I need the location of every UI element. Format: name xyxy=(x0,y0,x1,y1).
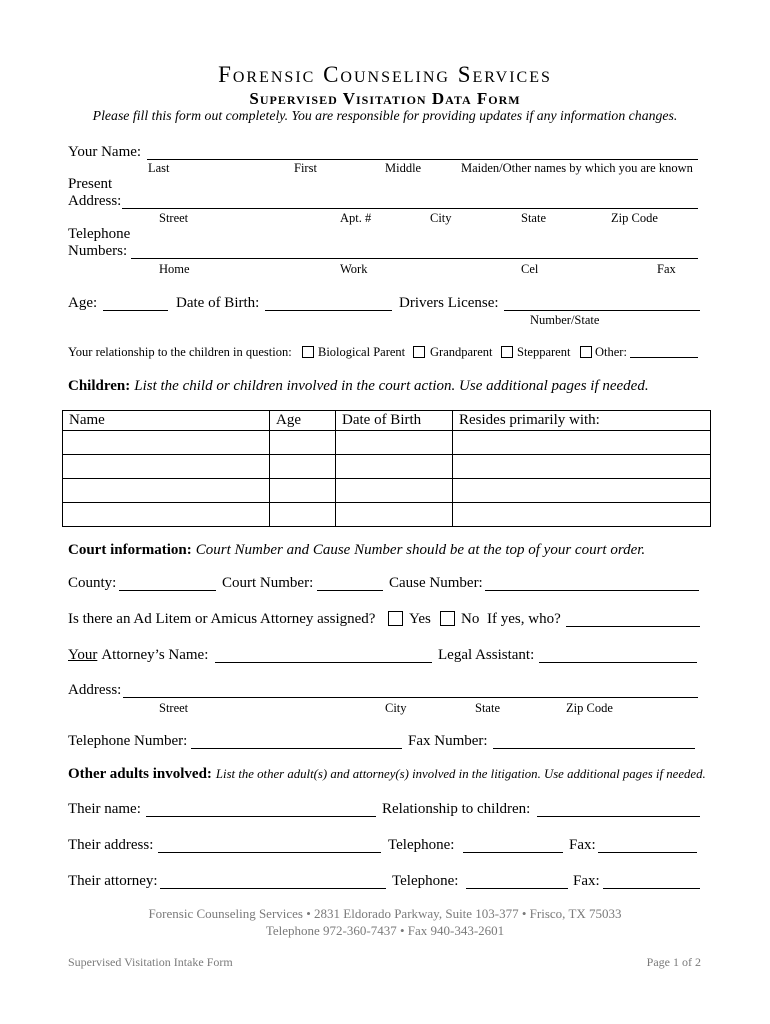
child-name-cell[interactable] xyxy=(63,431,270,455)
biological-parent-checkbox[interactable] xyxy=(302,346,314,358)
other-adults-heading: Other adults involved: xyxy=(68,766,212,782)
drivers-license-label: Drivers License: xyxy=(399,295,499,311)
their-attorney-field[interactable] xyxy=(160,888,386,889)
court-heading-row xyxy=(68,543,645,558)
court-number-label: Court Number: xyxy=(222,575,314,591)
attorney-name-field[interactable] xyxy=(215,662,432,663)
name-sublabel-last: Last xyxy=(148,161,170,175)
phone-sublabel-cel: Cel xyxy=(521,262,539,276)
form-title: Supervised Visitation Data Form xyxy=(249,89,521,108)
age-label: Age: xyxy=(68,295,98,311)
other-relationship-checkbox[interactable] xyxy=(580,346,592,358)
attorney-address-sublabel-state: State xyxy=(475,701,500,715)
table-row xyxy=(63,431,711,455)
child-name-cell[interactable] xyxy=(63,455,270,479)
their-telephone-label: Telephone: xyxy=(388,837,455,853)
their-name-label: Their name: xyxy=(68,801,141,817)
telephone-numbers-label-line1: Telephone xyxy=(68,226,131,242)
their-attorney-fax-field[interactable] xyxy=(603,888,700,889)
name-sublabel-first: First xyxy=(294,161,317,175)
biological-parent-label: Biological Parent xyxy=(318,345,406,359)
their-telephone-field[interactable] xyxy=(463,852,563,853)
legal-assistant-field[interactable] xyxy=(539,662,697,663)
present-address-field[interactable] xyxy=(122,208,698,209)
child-age-cell[interactable] xyxy=(270,479,336,503)
present-address-label-line2: Address: xyxy=(68,193,122,209)
attorney-fax-label: Fax Number: xyxy=(408,733,488,749)
ad-litem-who-field[interactable] xyxy=(566,626,700,627)
other-adults-instructions: List the other adult(s) and attorney(s) involved in the litigation. Use additional pages if needed. xyxy=(215,767,706,781)
phone-sublabel-fax: Fax xyxy=(657,262,676,276)
legal-assistant-label: Legal Assistant: xyxy=(438,647,535,663)
their-name-field[interactable] xyxy=(146,816,376,817)
attorney-name-label xyxy=(68,648,208,663)
grandparent-checkbox[interactable] xyxy=(413,346,425,358)
footer-form-name: Supervised Visitation Intake Form xyxy=(68,955,233,969)
ad-litem-yes-checkbox[interactable] xyxy=(388,611,403,626)
court-instructions: Court Number and Cause Number should be at the top of your court order. xyxy=(195,542,646,558)
child-dob-cell[interactable] xyxy=(336,455,453,479)
column-header-name: Name xyxy=(63,411,270,431)
drivers-license-field[interactable] xyxy=(504,310,700,311)
their-fax-label: Fax: xyxy=(569,837,596,853)
child-name-cell[interactable] xyxy=(63,479,270,503)
table-row xyxy=(63,455,711,479)
name-sublabel-middle: Middle xyxy=(385,161,422,175)
name-sublabel-maiden: Maiden/Other names by which you are known xyxy=(461,161,693,175)
child-dob-cell[interactable] xyxy=(336,431,453,455)
your-name-field[interactable] xyxy=(147,159,698,160)
relationship-to-children-field[interactable] xyxy=(537,816,700,817)
present-address-label-line1: Present xyxy=(68,176,113,192)
ad-litem-yes-label: Yes xyxy=(409,611,431,627)
court-heading: Court information: xyxy=(68,542,192,558)
relationship-to-children-label: Relationship to children: xyxy=(382,801,531,817)
address-sublabel-city: City xyxy=(430,211,452,225)
column-header-date-of-birth: Date of Birth xyxy=(336,411,453,431)
child-dob-cell[interactable] xyxy=(336,479,453,503)
date-of-birth-field[interactable] xyxy=(265,310,392,311)
footer-address: Forensic Counseling Services • 2831 Eldorado Parkway, Suite 103-377 • Frisco, TX 75033 xyxy=(148,906,622,921)
child-resides-with-cell[interactable] xyxy=(453,503,711,527)
children-heading-row xyxy=(68,379,649,394)
column-header-resides-with: Resides primarily with: xyxy=(453,411,711,431)
ad-litem-question: Is there an Ad Litem or Amicus Attorney assigned? xyxy=(68,611,376,627)
ad-litem-no-label: No xyxy=(461,611,480,627)
children-heading: Children: xyxy=(68,378,131,394)
other-relationship-field[interactable] xyxy=(630,357,698,358)
attorney-telephone-field[interactable] xyxy=(191,748,402,749)
child-name-cell[interactable] xyxy=(63,503,270,527)
stepparent-label: Stepparent xyxy=(517,345,571,359)
their-attorney-telephone-label: Telephone: xyxy=(392,873,459,889)
attorney-telephone-label: Telephone Number: xyxy=(68,733,188,749)
telephone-numbers-field[interactable] xyxy=(131,258,698,259)
their-address-field[interactable] xyxy=(158,852,381,853)
their-attorney-label: Their attorney: xyxy=(68,873,158,889)
attorney-address-sublabel-zip: Zip Code xyxy=(566,701,613,715)
county-field[interactable] xyxy=(119,590,216,591)
children-table xyxy=(62,410,711,527)
attorney-address-label: Address: xyxy=(68,682,122,698)
attorney-name-label-rest: Attorney’s Name: xyxy=(101,647,209,663)
child-resides-with-cell[interactable] xyxy=(453,455,711,479)
grandparent-label: Grandparent xyxy=(430,345,493,359)
page-number: Page 1 of 2 xyxy=(646,955,701,969)
organization-title: Forensic Counseling Services xyxy=(218,62,552,87)
attorney-address-field[interactable] xyxy=(123,697,698,698)
children-table-header xyxy=(63,411,711,431)
their-attorney-fax-label: Fax: xyxy=(573,873,600,889)
child-resides-with-cell[interactable] xyxy=(453,479,711,503)
relationship-label: Your relationship to the children in question: xyxy=(68,345,292,359)
your-name-label: Your Name: xyxy=(68,144,142,160)
table-row xyxy=(63,503,711,527)
address-sublabel-street: Street xyxy=(159,211,189,225)
children-instructions: List the child or children involved in the court action. Use additional pages if needed. xyxy=(134,378,649,394)
telephone-numbers-label-line2: Numbers: xyxy=(68,243,128,259)
their-attorney-telephone-field[interactable] xyxy=(466,888,568,889)
address-sublabel-zip: Zip Code xyxy=(611,211,658,225)
date-of-birth-label: Date of Birth: xyxy=(176,295,260,311)
age-field[interactable] xyxy=(103,310,168,311)
footer-contact: Telephone 972-360-7437 • Fax 940-343-2601 xyxy=(265,923,505,938)
child-age-cell[interactable] xyxy=(270,431,336,455)
stepparent-checkbox[interactable] xyxy=(501,346,513,358)
their-address-label: Their address: xyxy=(68,837,154,853)
other-relationship-label: Other: xyxy=(595,345,627,359)
address-sublabel-apt: Apt. # xyxy=(340,211,372,225)
their-fax-field[interactable] xyxy=(598,852,697,853)
attorney-address-sublabel-street: Street xyxy=(159,701,189,715)
cause-number-field[interactable] xyxy=(485,590,699,591)
county-label: County: xyxy=(68,575,117,591)
table-row xyxy=(63,479,711,503)
other-adults-heading-row xyxy=(68,767,706,782)
phone-sublabel-home: Home xyxy=(159,262,190,276)
form-instructions: Please fill this form out completely. You are responsible for providing updates if any information changes. xyxy=(92,108,678,123)
attorney-fax-field[interactable] xyxy=(493,748,695,749)
child-resides-with-cell[interactable] xyxy=(453,431,711,455)
attorney-name-label-your: Your xyxy=(68,647,98,663)
ad-litem-no-checkbox[interactable] xyxy=(440,611,455,626)
court-number-field[interactable] xyxy=(317,590,383,591)
phone-sublabel-work: Work xyxy=(340,262,368,276)
child-age-cell[interactable] xyxy=(270,455,336,479)
address-sublabel-state: State xyxy=(521,211,546,225)
column-header-age: Age xyxy=(270,411,336,431)
cause-number-label: Cause Number: xyxy=(389,575,483,591)
if-yes-who-label: If yes, who? xyxy=(487,611,561,627)
attorney-address-sublabel-city: City xyxy=(385,701,407,715)
drivers-license-sublabel: Number/State xyxy=(530,313,600,327)
child-dob-cell[interactable] xyxy=(336,503,453,527)
child-age-cell[interactable] xyxy=(270,503,336,527)
